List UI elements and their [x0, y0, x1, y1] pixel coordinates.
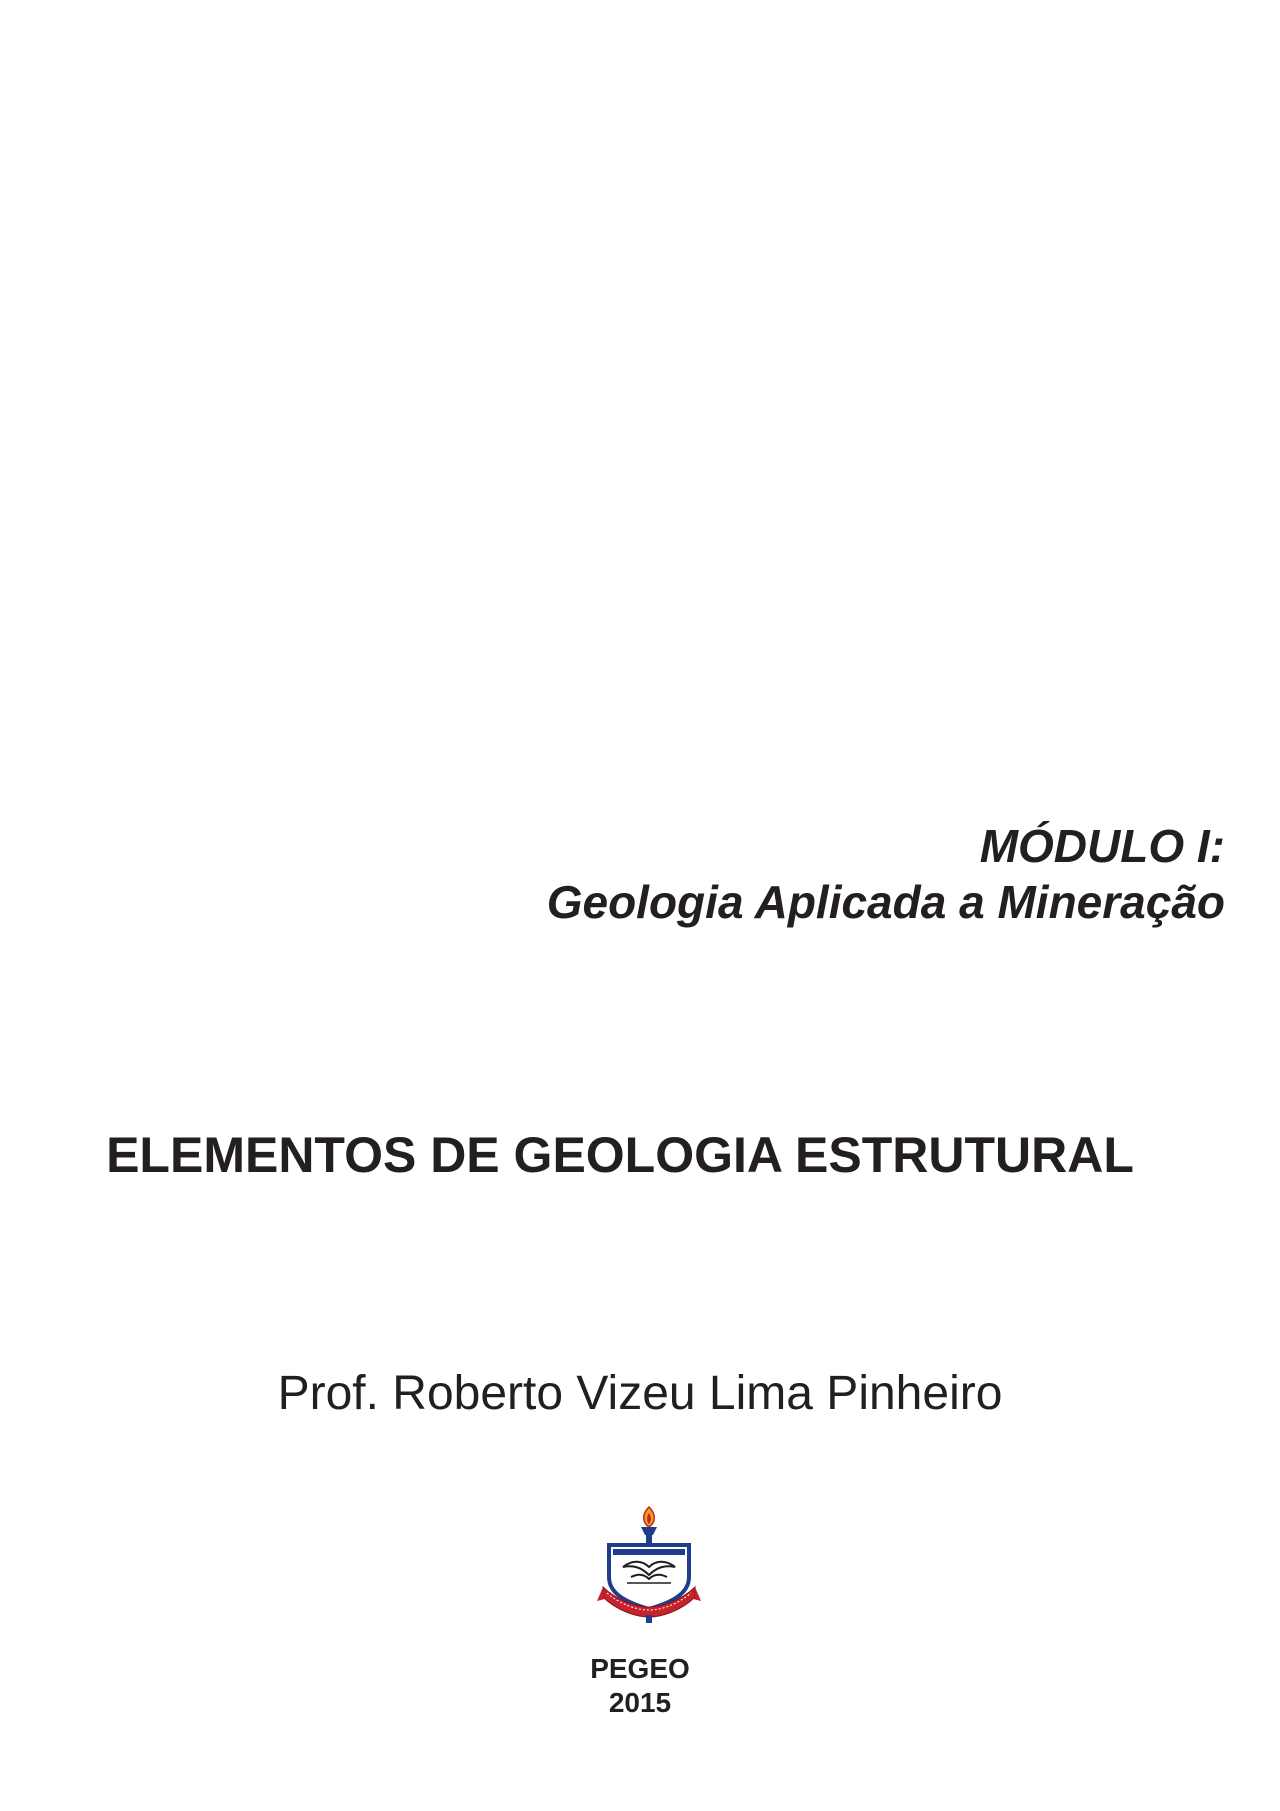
- university-coat-of-arms-icon: [597, 1505, 701, 1623]
- publisher-name: PEGEO: [590, 1653, 690, 1684]
- publication-year: 2015: [608, 1687, 672, 1718]
- module-heading: [325, 818, 1225, 930]
- author-name: Prof. Roberto Vizeu Lima Pinheiro: [277, 1367, 1003, 1420]
- document-title: ELEMENTOS DE GEOLOGIA ESTRUTURAL: [106, 1127, 1134, 1183]
- module-label: MÓDULO I:: [979, 820, 1225, 872]
- module-subtitle: Geologia Aplicada a Mineração: [546, 876, 1225, 928]
- publisher-block: [0, 1652, 1280, 1720]
